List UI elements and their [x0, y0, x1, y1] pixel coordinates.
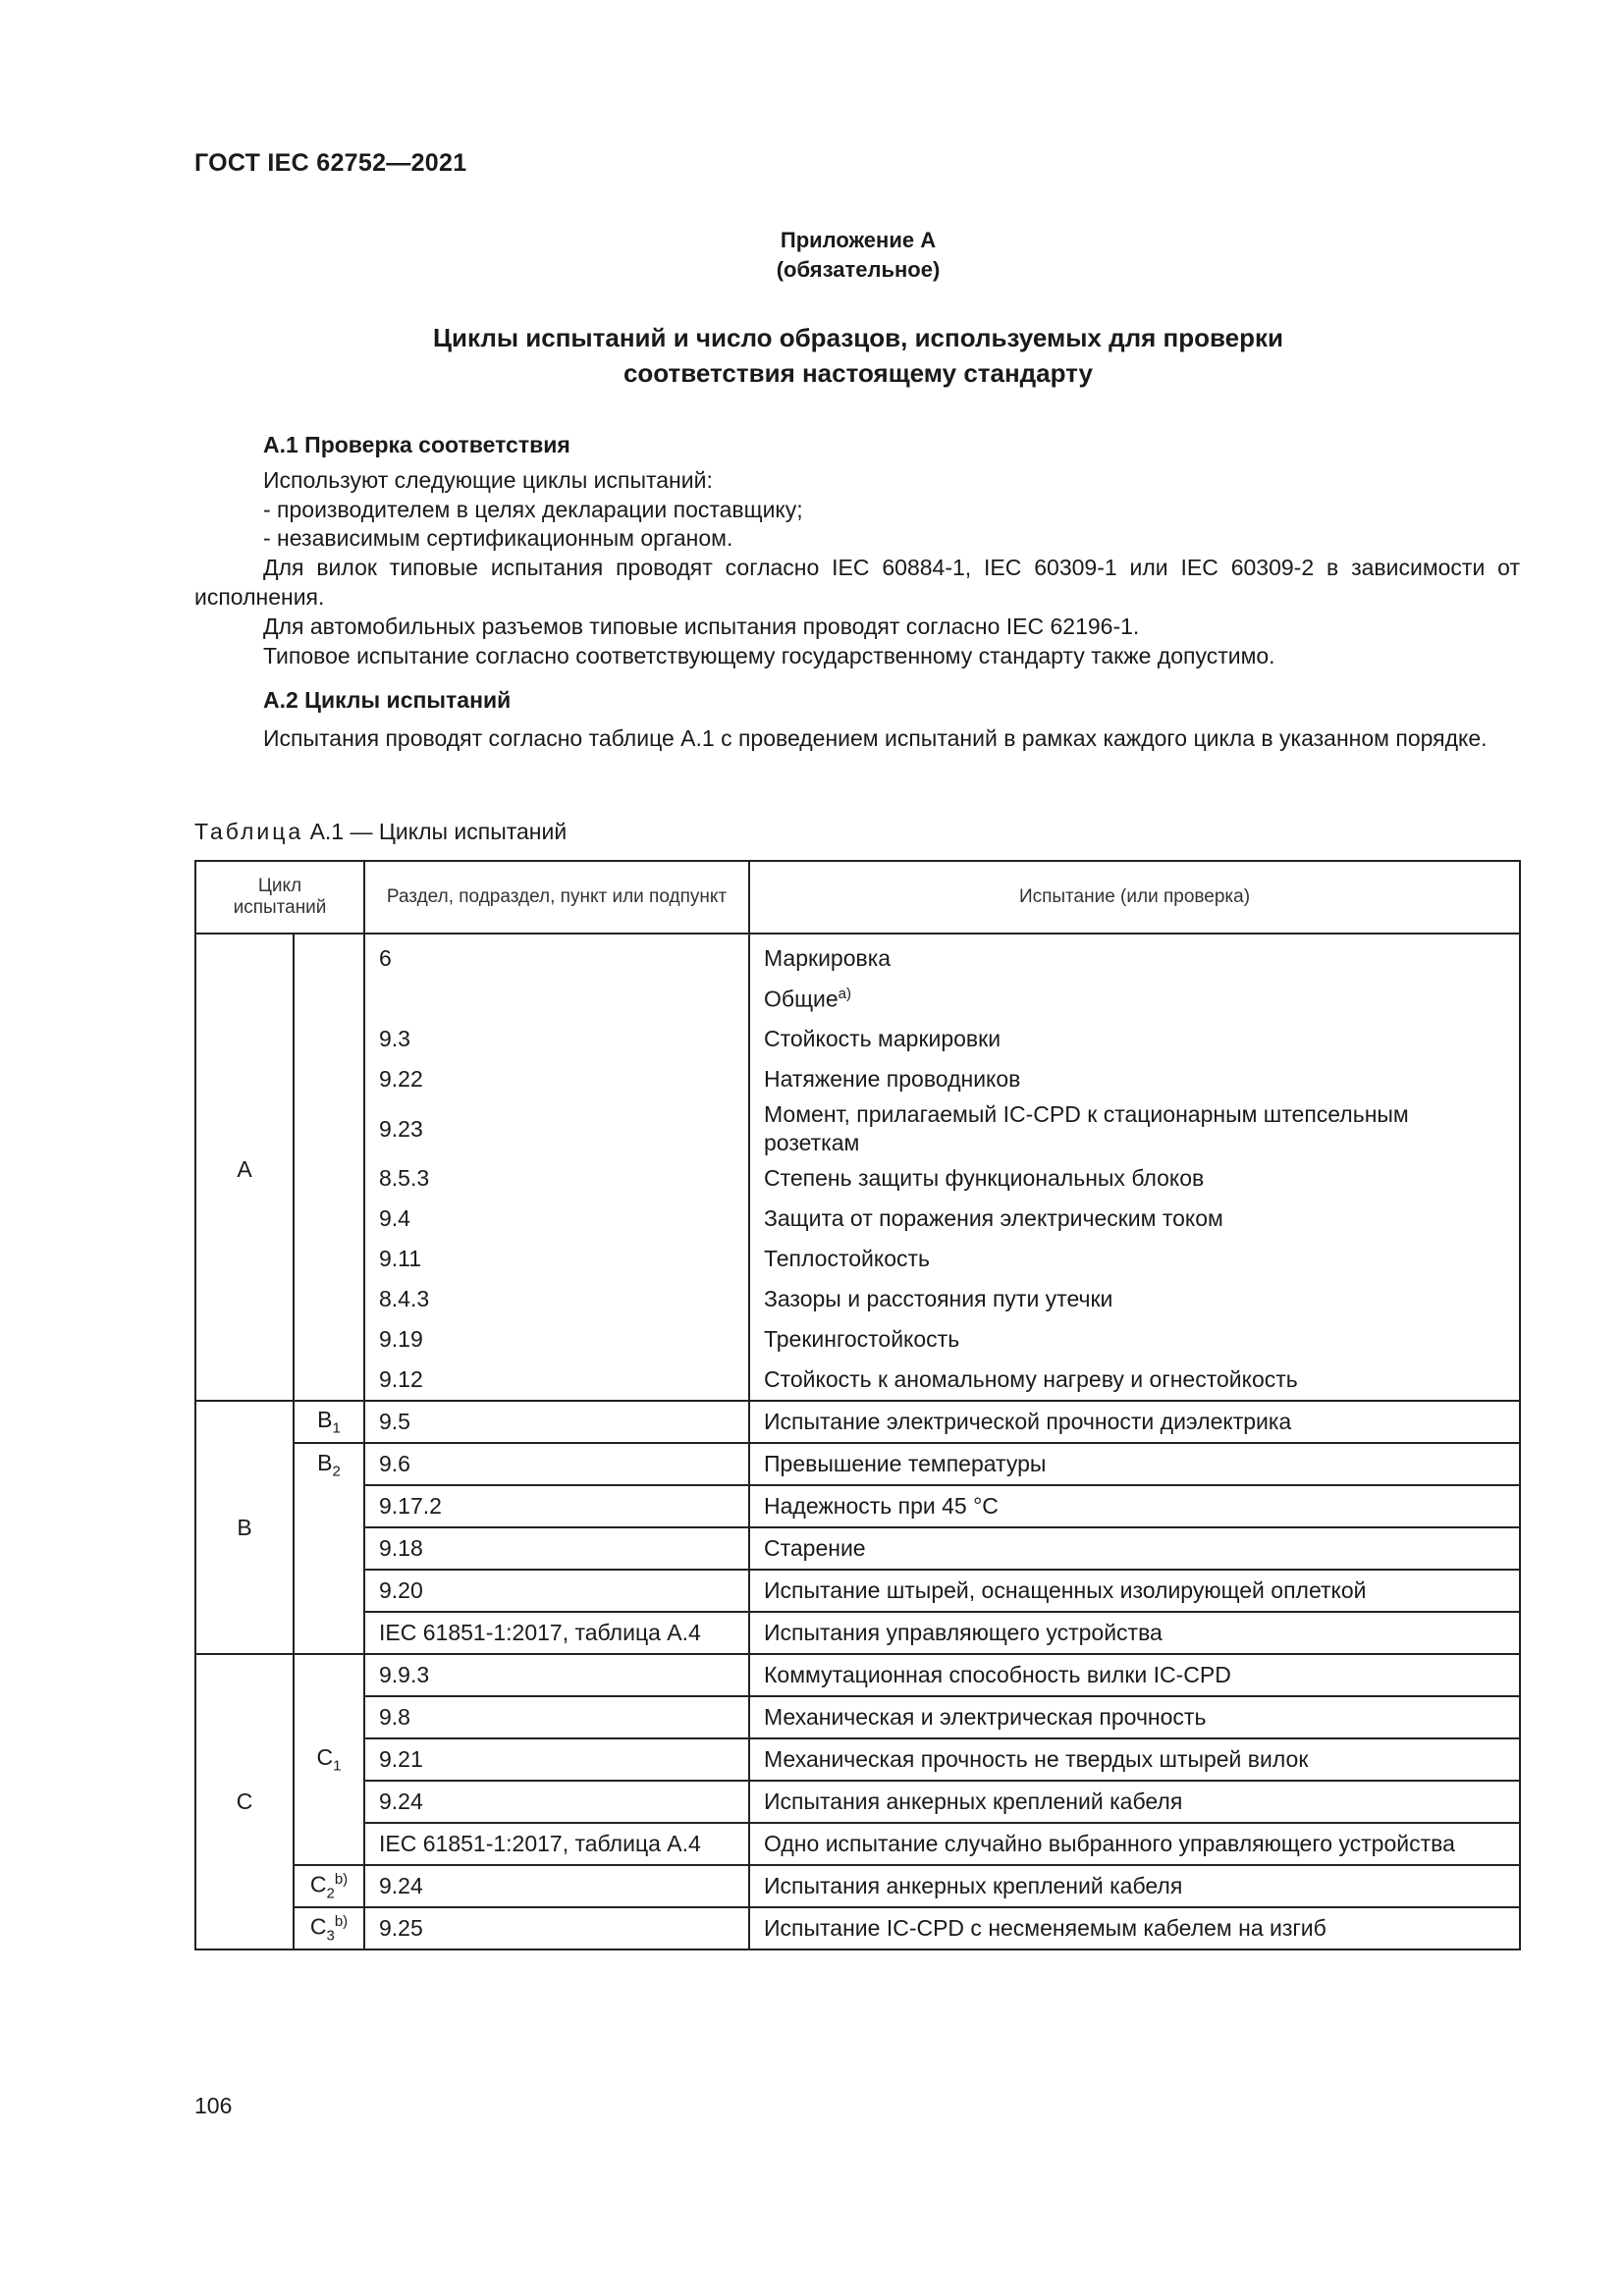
- test-cell: Зазоры и расстояния пути утечки: [749, 1279, 1520, 1319]
- table-row: [195, 1570, 1520, 1612]
- cycle-c-cell: C: [195, 1654, 294, 1949]
- test-cell: Коммутационная способность вилки IC-CPD: [749, 1654, 1520, 1696]
- test-cell: Надежность при 45 °С: [749, 1485, 1520, 1527]
- table-caption-label: Таблица: [194, 819, 304, 844]
- cycle-c3-footnote: b): [334, 1912, 349, 1930]
- section-cell: 9.12: [364, 1360, 749, 1401]
- cycle-c2-subscript: 2: [326, 1885, 335, 1902]
- cycle-c1-subscript: 1: [333, 1757, 342, 1775]
- test-cell: Теплостойкость: [749, 1239, 1520, 1279]
- cycle-b2-label: B: [317, 1450, 333, 1475]
- table-row: [195, 1019, 1520, 1059]
- section-a1-paragraph-5: Для автомобильных разъемов типовые испытания проводят согласно IEC 62196-1.: [263, 614, 1140, 639]
- cycle-a-cell: А: [195, 934, 294, 1401]
- table-row: [195, 1239, 1520, 1279]
- table-row: [195, 1654, 1520, 1696]
- test-cell: Испытание штырей, оснащенных изолирующей оплеткой: [749, 1570, 1520, 1612]
- main-title: [295, 320, 1422, 391]
- test-text: Общие: [764, 986, 839, 1012]
- section-cell: 9.24: [364, 1865, 749, 1907]
- section-cell: 9.25: [364, 1907, 749, 1949]
- section-a2-heading: А.2 Циклы испытаний: [263, 687, 512, 713]
- table-row: [195, 1781, 1520, 1823]
- table-row: [195, 1443, 1520, 1485]
- document-code: ГОСТ IEC 62752—2021: [194, 149, 467, 177]
- table-row: [195, 1158, 1520, 1199]
- test-cell: Стойкость к аномальному нагреву и огнестойкость: [749, 1360, 1520, 1401]
- section-a1-paragraph-4: Для вилок типовые испытания проводят согласно IEC 60884-1, IEC 60309-1 или IEC 60309-2 в зависимости от исполнения.: [194, 555, 1520, 610]
- cycle-b1-cell: [294, 1401, 364, 1443]
- test-cell: [749, 979, 1520, 1019]
- cycle-b1-label: B: [317, 1407, 333, 1433]
- table-row: [195, 1527, 1520, 1570]
- test-cell: Степень защиты функциональных блоков: [749, 1158, 1520, 1199]
- section-cell: [364, 979, 749, 1019]
- cycle-c2-cell: [294, 1865, 364, 1907]
- section-cell: 9.23: [364, 1099, 749, 1158]
- section-cell: 9.9.3: [364, 1654, 749, 1696]
- section-a2-paragraph-1: Испытания проводят согласно таблице А.1 с проведением испытаний в рамках каждого цикла в указанном порядке.: [263, 725, 1488, 751]
- cycle-b2-subscript: 2: [332, 1463, 341, 1480]
- section-cell: 9.22: [364, 1059, 749, 1099]
- section-a1-paragraph-2: - производителем в целях декларации поставщику;: [263, 497, 803, 522]
- table-row: [195, 1865, 1520, 1907]
- test-cell: Испытание IC-CPD с несменяемым кабелем на изгиб: [749, 1907, 1520, 1949]
- section-cell: 9.11: [364, 1239, 749, 1279]
- cycle-c1-label: C: [316, 1744, 334, 1771]
- section-cell: IEC 61851-1:2017, таблица А.4: [364, 1612, 749, 1654]
- table-row: [195, 1099, 1520, 1158]
- test-cell: Старение: [749, 1527, 1520, 1570]
- section-cell: 6: [364, 934, 749, 979]
- section-cell: 8.5.3: [364, 1158, 749, 1199]
- test-cell: Испытания управляющего устройства: [749, 1612, 1520, 1654]
- test-cell: Защита от поражения электрическим током: [749, 1199, 1520, 1239]
- section-a1-paragraph-1: Используют следующие циклы испытаний:: [263, 467, 713, 493]
- section-cell: 9.20: [364, 1570, 749, 1612]
- section-a1-heading: А.1 Проверка соответствия: [263, 432, 570, 457]
- cycle-b1-subscript: 1: [332, 1419, 341, 1437]
- test-cell: Механическая прочность не твердых штырей вилок: [749, 1738, 1520, 1781]
- cycle-c3-label: C: [309, 1913, 327, 1940]
- header-section: Раздел, подраздел, пункт или подпункт: [364, 861, 749, 934]
- section-cell: 9.8: [364, 1696, 749, 1738]
- footnote-marker: а): [838, 985, 851, 1002]
- test-cell: Механическая и электрическая прочность: [749, 1696, 1520, 1738]
- cycle-b2-cell: [294, 1443, 364, 1654]
- table-row: [195, 1401, 1520, 1443]
- section-a1-paragraph-6: Типовое испытание согласно соответствующему государственному стандарту также допустимо.: [263, 643, 1275, 668]
- test-cell: Испытание электрической прочности диэлектрика: [749, 1401, 1520, 1443]
- cycle-c2-label: C: [309, 1871, 327, 1897]
- annex-type: (обязательное): [776, 257, 941, 282]
- table-row: [195, 1279, 1520, 1319]
- table-row: [195, 979, 1520, 1019]
- test-cell: Трекингостойкость: [749, 1319, 1520, 1360]
- test-cell: Одно испытание случайно выбранного управляющего устройства: [749, 1823, 1520, 1865]
- test-cycles-table: [194, 860, 1521, 1950]
- table-row: [195, 1696, 1520, 1738]
- table-row: [195, 1360, 1520, 1401]
- cycle-c3-cell: [294, 1907, 364, 1949]
- section-cell: 9.19: [364, 1319, 749, 1360]
- header-test: Испытание (или проверка): [749, 861, 1520, 934]
- section-cell: 9.3: [364, 1019, 749, 1059]
- table-row: [195, 1907, 1520, 1949]
- table-row: [195, 1612, 1520, 1654]
- section-cell: 8.4.3: [364, 1279, 749, 1319]
- section-cell: 9.6: [364, 1443, 749, 1485]
- section-cell: 9.5: [364, 1401, 749, 1443]
- table-row: [195, 1199, 1520, 1239]
- section-cell: 9.18: [364, 1527, 749, 1570]
- section-cell: IEC 61851-1:2017, таблица А.4: [364, 1823, 749, 1865]
- table-row: [195, 1059, 1520, 1099]
- section-cell: 9.24: [364, 1781, 749, 1823]
- test-cell: Испытания анкерных креплений кабеля: [749, 1865, 1520, 1907]
- cycle-c3-subscript: 3: [326, 1927, 335, 1945]
- table-row: [195, 1823, 1520, 1865]
- header-cycle: Цикл испытаний: [195, 861, 364, 934]
- main-title-line-1: Циклы испытаний и число образцов, используемых для проверки: [433, 323, 1283, 352]
- table-row: [195, 1485, 1520, 1527]
- cycle-c1-cell: [294, 1654, 364, 1865]
- table-row: [195, 1319, 1520, 1360]
- table-caption-rest: А.1 — Циклы испытаний: [303, 819, 568, 844]
- table-row: [195, 934, 1520, 979]
- cycle-c2-footnote: b): [334, 1870, 349, 1888]
- main-title-line-2: соответствия настоящему стандарту: [623, 358, 1094, 388]
- cycle-b-cell: B: [195, 1401, 294, 1654]
- test-cell: Превышение температуры: [749, 1443, 1520, 1485]
- test-cell: Натяжение проводников: [749, 1059, 1520, 1099]
- annex-title: Приложение А: [780, 228, 937, 252]
- section-cell: 9.4: [364, 1199, 749, 1239]
- test-cell: Стойкость маркировки: [749, 1019, 1520, 1059]
- test-cell: Испытания анкерных креплений кабеля: [749, 1781, 1520, 1823]
- page-number: 106: [194, 2093, 233, 2118]
- section-cell: 9.21: [364, 1738, 749, 1781]
- table-header-row: [195, 861, 1520, 934]
- table-row: [195, 1738, 1520, 1781]
- test-cell: Маркировка: [749, 934, 1520, 979]
- cycle-a-sub-cell: [294, 934, 364, 1401]
- section-a1-paragraph-3: - независимым сертификационным органом.: [263, 525, 733, 551]
- test-cell: Момент, прилагаемый IC-CPD к стационарным штепсельным розеткам: [749, 1099, 1520, 1158]
- section-cell: 9.17.2: [364, 1485, 749, 1527]
- table-caption: [194, 819, 567, 845]
